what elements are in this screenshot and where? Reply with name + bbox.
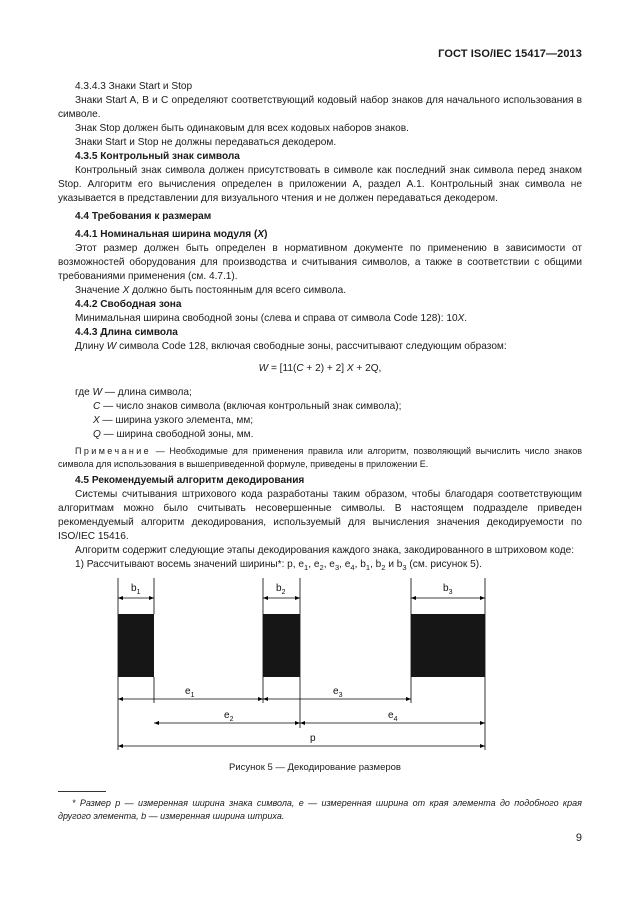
bar-b3 — [411, 614, 485, 677]
section-4-4-3-title: 4.4.3 Длина символа — [75, 327, 178, 338]
section-4-4-2-title: 4.4.2 Свободная зона — [75, 299, 182, 310]
figure-caption: Рисунок 5 — Декодирование размеров — [229, 762, 401, 773]
paragraph: Контрольный знак символа должен присутствовать в символе как последний знак символа перед знаком Stop. Алгоритм его вычисления определен в приложении А, раздел А.1. Контрольный знак символа не указывается в представлении для визуального чтения и не должен передаваться декодером. — [58, 165, 582, 204]
paragraph: Длину W символа Code 128, включая свободные зоны, рассчитывают следующим образом: — [75, 341, 507, 352]
paragraph: Системы считывания штрихового кода разработаны таким образом, чтобы благодаря соответствующим алгоритмам можно было считывать несовершенные символы. В настоящем подразделе приведен рекомендуемый алгоритм декодирования, используемый для вычисления значения декодируемости по ISO/IEC 15416. — [58, 489, 582, 542]
paragraph: Знаки Start и Stop не должны передаваться декодером. — [75, 137, 337, 148]
section-4-4-title: 4.4 Требования к размерам — [75, 211, 212, 222]
paragraph: 1) Рассчитывают восемь значений ширины*: p, $e_1$, $e_2$, $e_3$, $e_4$, $b_1$, $b_2$ и $b_3$ (см. рисунок 5). — [75, 559, 482, 573]
paragraph: Знаки Start A, B и C определяют соответствующий кодовый набор знаков для начального использования в символе. — [58, 95, 582, 120]
section-4-3-4-3-title: 4.3.4.3 Знаки Start и Stop — [75, 81, 193, 92]
where-item: C — число знаков символа (включая контрольный знак символа); — [93, 401, 402, 412]
section-4-4-1-title: 4.4.1 Номинальная ширина модуля (X) — [75, 229, 268, 240]
note: Примечание — Необходимые для применения правила или алгоритм, позволяющий вычислить число знаков символа для использования в вышеприведенной формуле, приведены в приложении Е. — [58, 446, 582, 469]
where-item: X — ширина узкого элемента, мм; — [93, 415, 254, 426]
formula: W = [11(C + 2) + 2] X + 2Q, — [258, 363, 382, 374]
paragraph: Минимальная ширина свободной зоны (слева и справа от символа Code 128): 10X. — [75, 313, 468, 324]
where-item: где W — длина символа; — [75, 387, 192, 398]
footnote: * Размер p — измеренная ширина знака символа, e — измеренная ширина от края элемента до подобного края другого элемента, b — измеренная ширина штриха. — [58, 798, 582, 821]
footnote-divider — [58, 791, 106, 792]
label-b2: $b_2$ — [276, 583, 286, 596]
paragraph: Знак Stop должен быть одинаковым для всех кодовых наборов знаков. — [75, 123, 409, 134]
where-item: Q — ширина свободной зоны, мм. — [93, 429, 254, 440]
label-e1: $e_1$ — [185, 686, 195, 699]
label-b3: $b_3$ — [443, 583, 453, 596]
label-e2: $e_2$ — [224, 710, 234, 723]
page-number: 9 — [575, 832, 582, 844]
bar-b2 — [263, 614, 300, 677]
label-e4: $e_4$ — [388, 710, 398, 723]
bar-b1 — [118, 614, 154, 677]
figure-5-diagram — [60, 578, 580, 778]
section-4-3-5-title: 4.3.5 Контрольный знак символа — [75, 151, 240, 162]
paragraph: Значение X должно быть постоянным для всего символа. — [75, 285, 347, 296]
note-label: Примечание — [75, 446, 152, 456]
label-p: p — [310, 733, 316, 744]
label-e3: $e_3$ — [333, 686, 343, 699]
page-content — [58, 80, 582, 575]
section-4-5-title: 4.5 Рекомендуемый алгоритм декодирования — [75, 475, 305, 486]
paragraph: Алгоритм содержит следующие этапы декодирования каждого знака, закодированного в штриховом коде: — [75, 545, 575, 556]
label-b1: $b_1$ — [131, 583, 141, 596]
paragraph: Этот размер должен быть определен в нормативном документе по применению в зависимости от возможностей оборудования для производства и считывания символов, а также в соответствии с общими требованиями применения (см. 4.7.1). — [58, 243, 582, 282]
document-id: ГОСТ ISO/IEC 15417—2013 — [438, 48, 582, 60]
